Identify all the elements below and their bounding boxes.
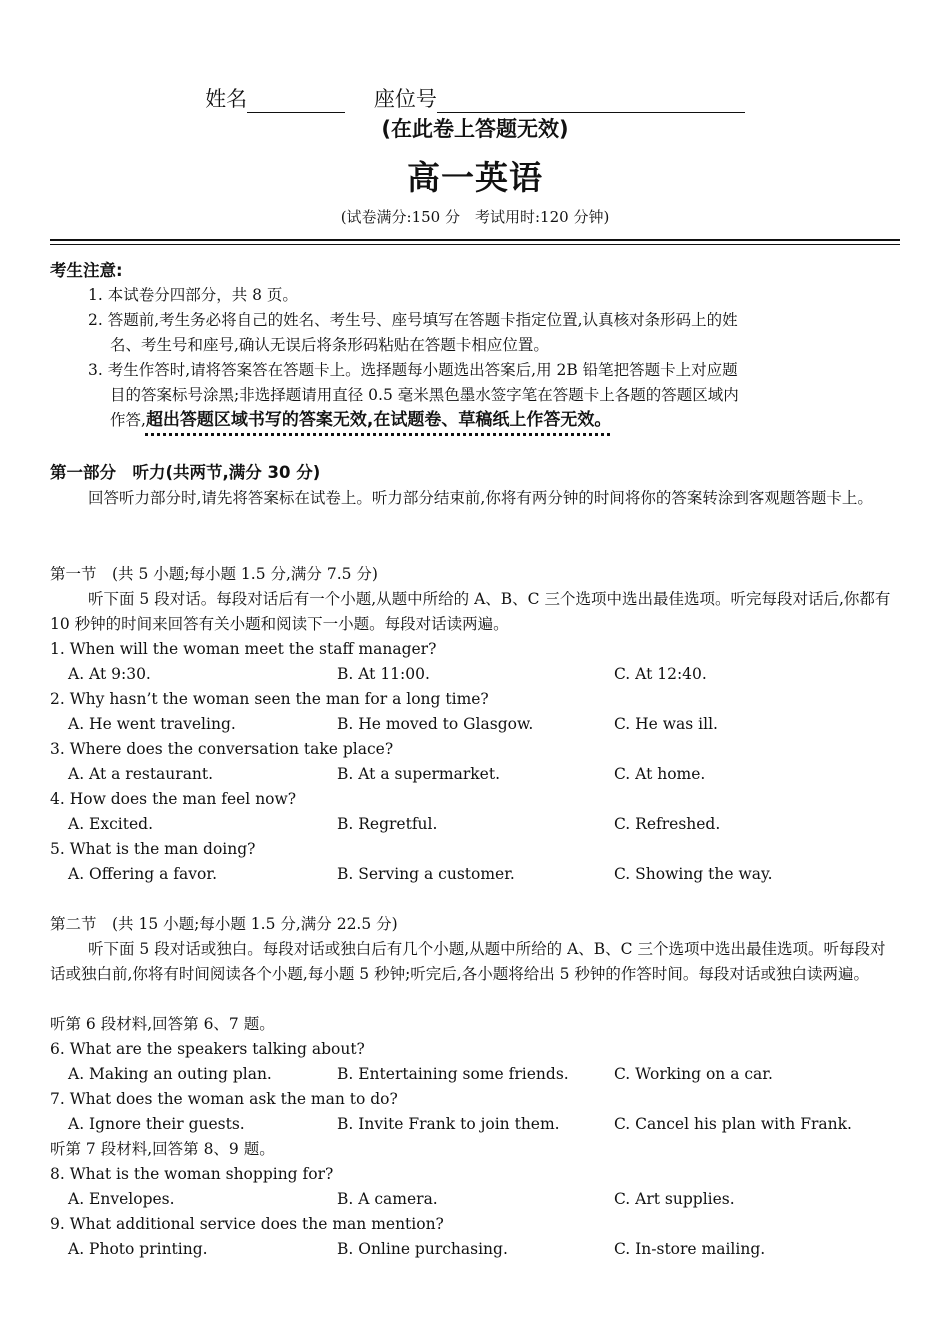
question-7-option-a: A. Ignore their guests. — [68, 1115, 245, 1133]
question-1-option-b: B. At 11:00. — [337, 665, 430, 683]
question-1-option-c: C. At 12:40. — [614, 665, 707, 683]
question-8-option-b: B. A camera. — [337, 1190, 438, 1208]
question-5-option-c: C. Showing the way. — [614, 865, 773, 883]
question-9-option-a: A. Photo printing. — [68, 1240, 208, 1258]
question-3-option-c: C. At home. — [614, 765, 706, 783]
instruction-item-2-line1: 2. 答题前,考生务必将自己的姓名、考生号、座号填写在答题卡指定位置,认真核对条形码上的姓 — [88, 311, 738, 329]
section2-intro: 听下面 5 段对话或独白。每段对话或独白后有几个小题,从题中所给的 A、B、C 三个选项中选出最佳选项。听每段对话或独白前,你将有时间阅读各个小题,每小题 5 秒钟;听完后,各小题将给出 5 秒钟的作答时间。每段对话或独白读两遍。 — [50, 940, 886, 983]
header-rule-thick — [50, 239, 900, 241]
question-4-option-c: C. Refreshed. — [614, 815, 721, 833]
exam-title: 高一英语 — [407, 158, 543, 197]
instruction-item-3-line1: 3. 考生作答时,请将答案答在答题卡上。选择题每小题选出答案后,用 2B 铅笔把答题卡上对应题 — [88, 361, 738, 379]
question-1: 1. When will the woman meet the staff manager? — [50, 640, 437, 658]
material-6-prompt: 听第 6 段材料,回答第 6、7 题。 — [50, 1015, 275, 1033]
instruction-item-3-prefix: 作答, — [110, 411, 146, 429]
question-8-option-a: A. Envelopes. — [68, 1190, 175, 1208]
seat-blank — [437, 92, 745, 113]
instruction-item-2-line2: 名、考生号和座号,确认无误后将条形码粘贴在答题卡相应位置。 — [110, 336, 549, 354]
question-1-option-a: A. At 9:30. — [68, 665, 151, 683]
instruction-item-3-line3 — [110, 408, 900, 433]
section1-intro: 听下面 5 段对话。每段对话后有一个小题,从题中所给的 A、B、C 三个选项中选出最佳选项。听完每段对话后,你都有 10 秒钟的时间来回答有关小题和阅读下一小题。每段对话读两遍。 — [50, 590, 891, 633]
question-9-option-c: C. In-store mailing. — [614, 1240, 766, 1258]
question-9-option-b: B. Online purchasing. — [337, 1240, 508, 1258]
section2-heading: 第二节 (共 15 小题;每小题 1.5 分,满分 22.5 分) — [50, 915, 398, 933]
question-5-option-b: B. Serving a customer. — [337, 865, 515, 883]
name-seat-line — [0, 83, 950, 113]
instructions-heading: 考生注意: — [50, 261, 123, 280]
question-5: 5. What is the man doing? — [50, 840, 256, 858]
question-2-option-a: A. He went traveling. — [68, 715, 236, 733]
instruction-emphasis: 超出答题区域书写的答案无效,在试题卷、草稿纸上作答无效。 — [145, 410, 612, 430]
question-3: 3. Where does the conversation take place? — [50, 740, 394, 758]
question-8-option-c: C. Art supplies. — [614, 1190, 735, 1208]
header-rule-thin — [50, 244, 900, 245]
part1-intro: 回答听力部分时,请先将答案标在试卷上。听力部分结束前,你将有两分钟的时间将你的答案转涂到客观题答题卡上。 — [88, 489, 873, 507]
name-blank — [247, 92, 345, 113]
question-6: 6. What are the speakers talking about? — [50, 1040, 365, 1058]
question-7-option-b: B. Invite Frank to join them. — [337, 1115, 560, 1133]
instruction-item-3-line2: 目的答案标号涂黑;非选择题请用直径 0.5 毫米黑色墨水签字笔在答题卡上各题的答题区域内 — [110, 386, 739, 404]
question-5-option-a: A. Offering a favor. — [68, 865, 218, 883]
question-4: 4. How does the man feel now? — [50, 790, 297, 808]
question-7: 7. What does the woman ask the man to do? — [50, 1090, 398, 1108]
question-3-option-a: A. At a restaurant. — [68, 765, 214, 783]
section1-heading: 第一节 (共 5 小题;每小题 1.5 分,满分 7.5 分) — [50, 565, 378, 583]
question-6-option-c: C. Working on a car. — [614, 1065, 773, 1083]
question-2-option-c: C. He was ill. — [614, 715, 718, 733]
question-2-option-b: B. He moved to Glasgow. — [337, 715, 534, 733]
seat-label: 座位号 — [373, 87, 437, 111]
name-label: 姓名 — [205, 87, 248, 111]
question-8: 8. What is the woman shopping for? — [50, 1165, 334, 1183]
question-4-option-b: B. Regretful. — [337, 815, 438, 833]
exam-subtitle: (试卷满分:150 分 考试用时:120 分钟) — [340, 208, 610, 226]
invalid-answer-notice: (在此卷上答题无效) — [381, 117, 569, 141]
instruction-item-1: 1. 本试卷分四部分，共 8 页。 — [88, 286, 298, 304]
question-2: 2. Why hasn’t the woman seen the man for a long time? — [50, 690, 489, 708]
material-7-prompt: 听第 7 段材料,回答第 8、9 题。 — [50, 1140, 275, 1158]
question-3-option-b: B. At a supermarket. — [337, 765, 500, 783]
question-7-option-c: C. Cancel his plan with Frank. — [614, 1115, 852, 1133]
question-6-option-b: B. Entertaining some friends. — [337, 1065, 569, 1083]
part1-heading: 第一部分 听力(共两节,满分 30 分) — [50, 463, 321, 482]
question-6-option-a: A. Making an outing plan. — [68, 1065, 272, 1083]
question-9: 9. What additional service does the man mention? — [50, 1215, 444, 1233]
question-4-option-a: A. Excited. — [68, 815, 153, 833]
